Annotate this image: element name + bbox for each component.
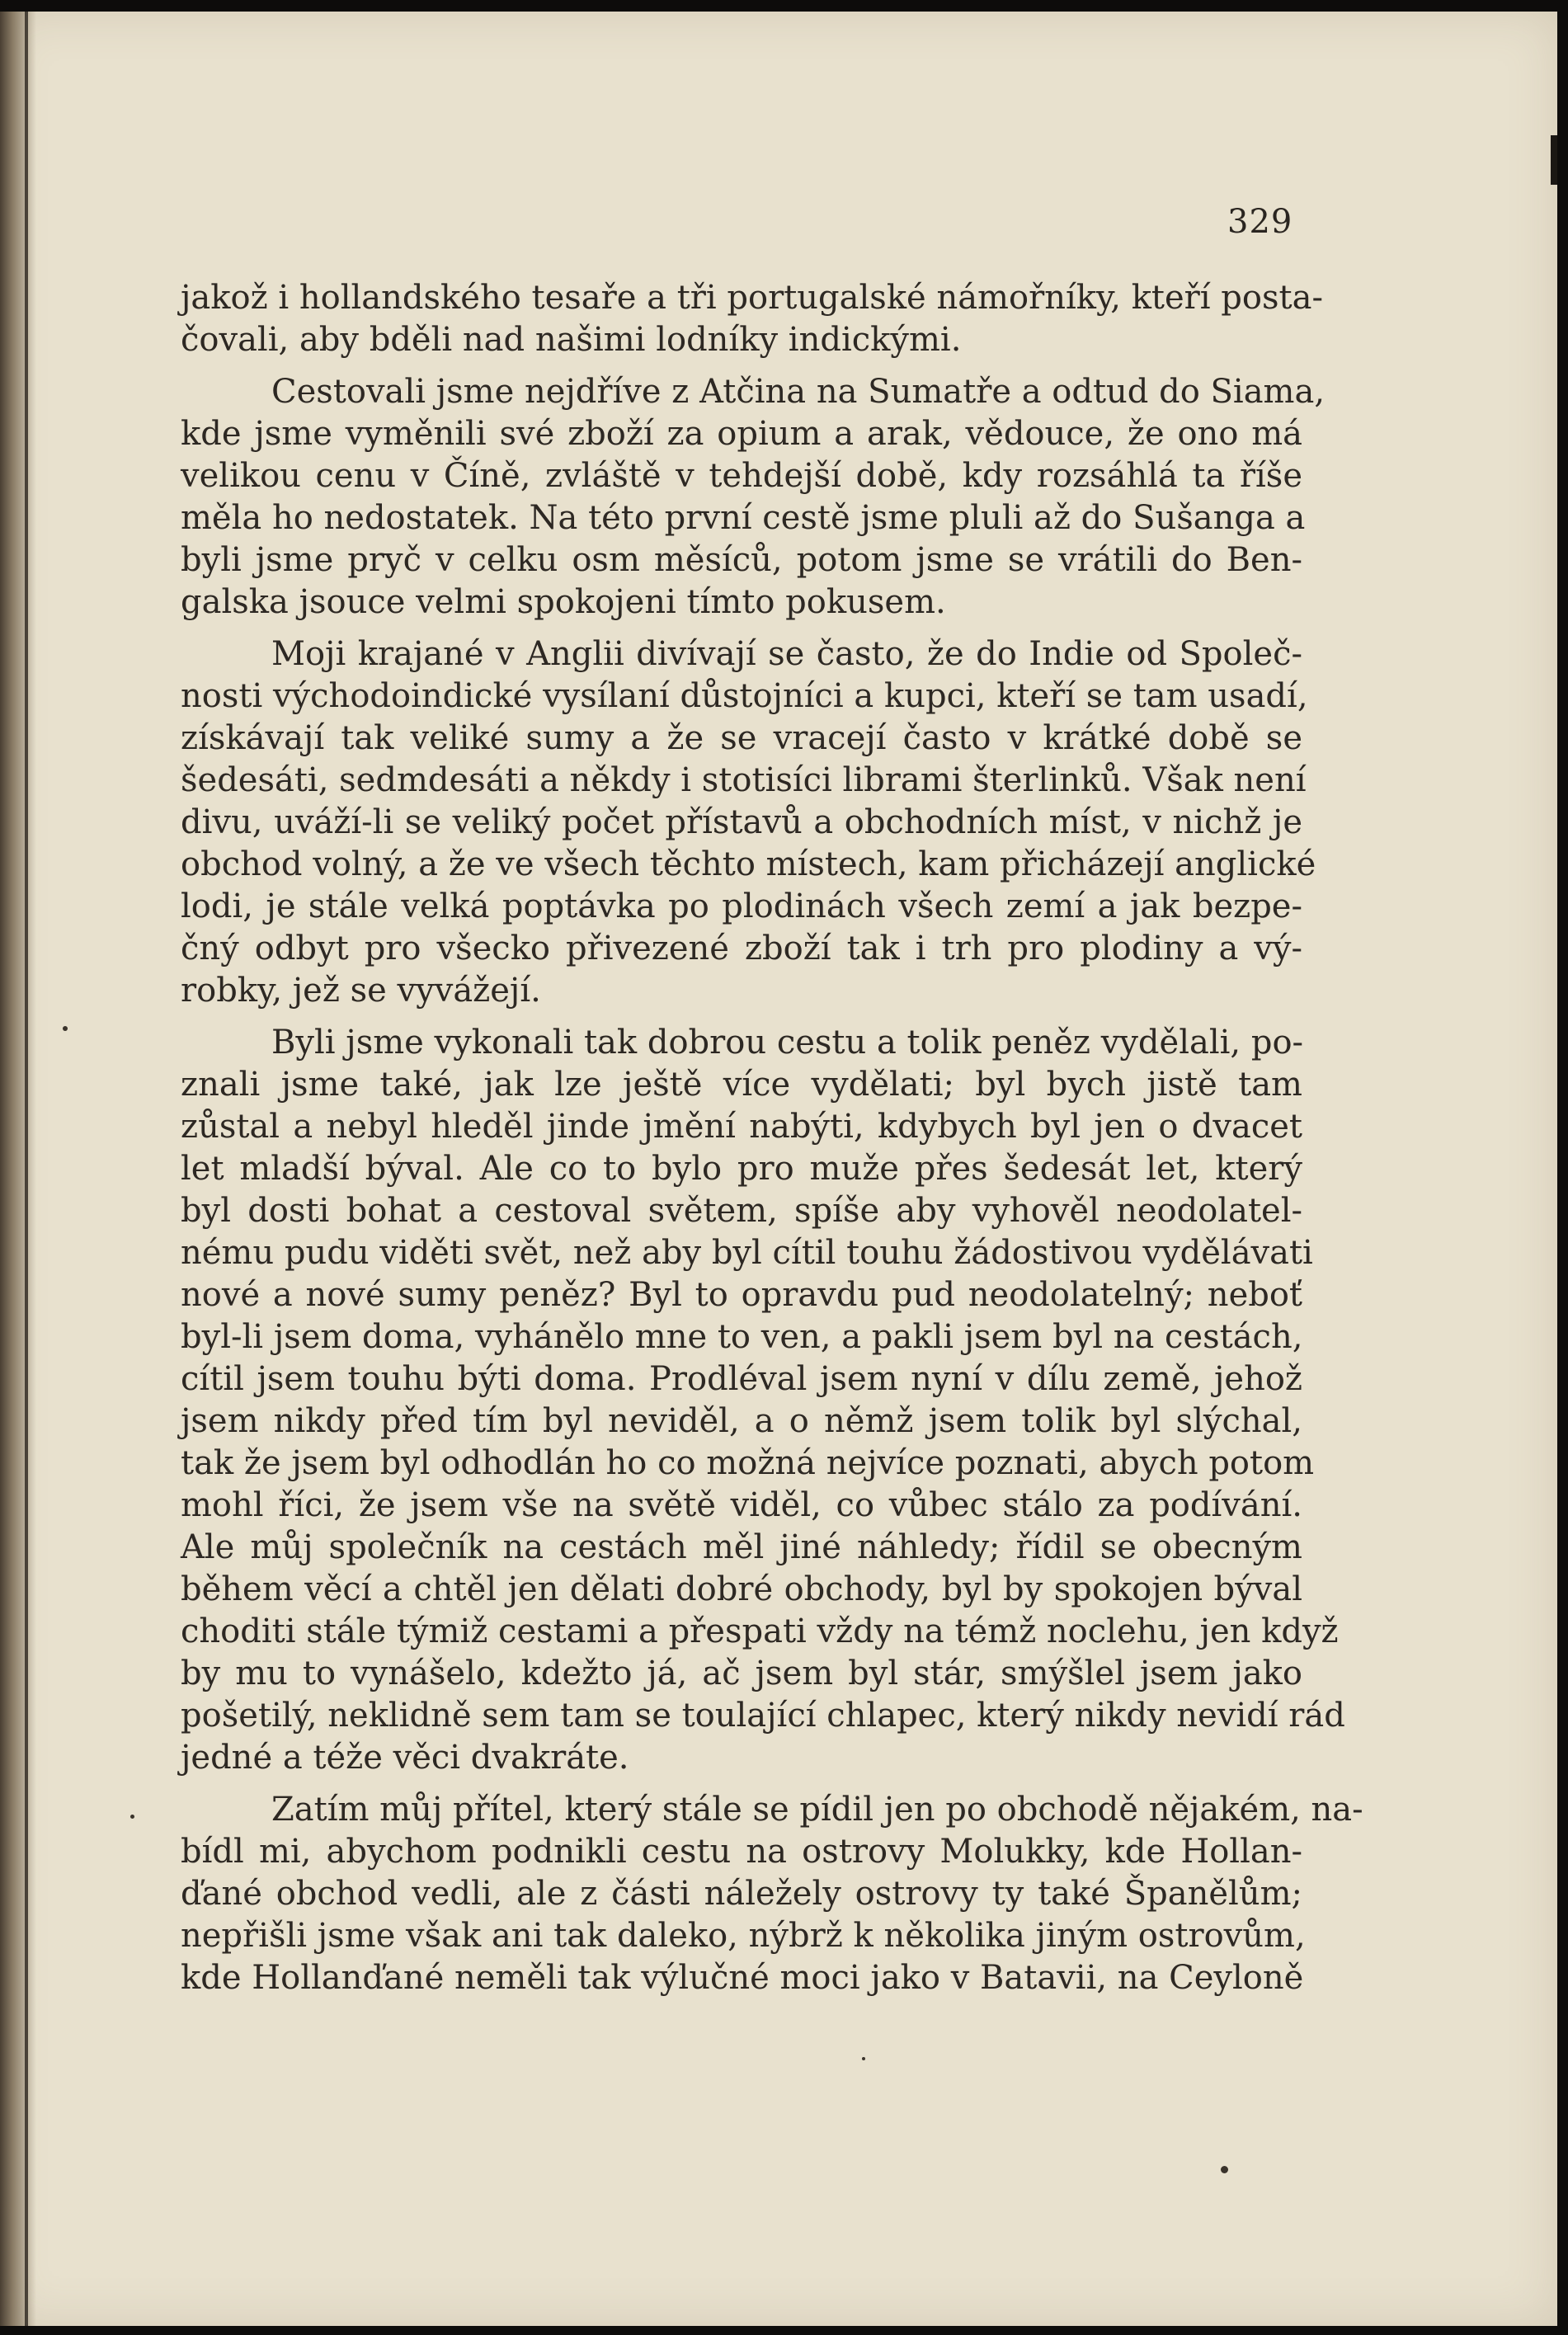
paragraph — [181, 633, 1316, 1012]
text-line: bídl mi, abychom podnikli cestu na ostrovy Molukky, kde Hollan- — [181, 1833, 1302, 1871]
text-line: jakož i hollandského tesaře a tři portugalské námořníky, kteří posta- — [181, 279, 1323, 317]
text-line: byl dosti bohat a cestoval světem, spíše aby vyhověl neodolatel- — [181, 1192, 1302, 1230]
print-speck — [1221, 2166, 1228, 2173]
text-line: nepřišli jsme však ani tak daleko, nýbrž k několika jiným ostrovům, — [181, 1917, 1306, 1955]
binding-shadow — [0, 12, 36, 2326]
text-line: velikou cenu v Číně, zvláště v tehdejší době, kdy rozsáhlá ta říše — [181, 457, 1302, 495]
text-line: Moji krajané v Anglii divívají se často, že do Indie od Společ- — [271, 635, 1302, 673]
text-line: cítil jsem touhu býti doma. Prodléval jsem nyní v dílu země, jehož — [181, 1360, 1302, 1398]
text-line: byl-li jsem doma, vyhánělo mne to ven, a pakli jsem byl na cestách, — [181, 1318, 1303, 1356]
text-line: choditi stále týmiž cestami a přespati vždy na témž noclehu, jen když — [181, 1612, 1339, 1650]
text-line: Byli jsme vykonali tak dobrou cestu a tolik peněz vydělali, po- — [271, 1024, 1304, 1062]
text-line: znali jsme také, jak lze ještě více vydělati; byl bych jistě tam — [181, 1066, 1302, 1104]
text-line: tak že jsem byl odhodlán ho co možná nejvíce poznati, abych potom — [181, 1444, 1315, 1482]
text-line: čovali, aby bděli nad našimi lodníky indickými. — [181, 321, 962, 359]
text-line: jsem nikdy před tím byl neviděl, a o němž jsem tolik byl slýchal, — [181, 1402, 1302, 1440]
book-page — [0, 12, 1557, 2326]
text-line: čný odbyt pro všecko přivezené zboží tak i trh pro plodiny a vý- — [181, 930, 1302, 967]
body-text — [181, 277, 1363, 2009]
text-line: divu, uváží-li se veliký počet přístavů a obchodních míst, v nichž je — [181, 803, 1302, 841]
text-line: nové a nové sumy peněz? Byl to opravdu pud neodolatelný; neboť — [181, 1276, 1302, 1314]
text-line: jedné a téže věci dvakráte. — [181, 1739, 629, 1777]
print-speck — [63, 1026, 68, 1031]
text-line: by mu to vynášelo, kdežto já, ač jsem byl stár, smýšlel jsem jako — [181, 1655, 1302, 1692]
text-line: získávají tak veliké sumy a že se vracejí často v krátké době se — [181, 719, 1302, 757]
paragraph — [181, 371, 1326, 624]
text-line: měla ho nedostatek. Na této první cestě jsme pluli až do Sušanga a — [181, 499, 1306, 537]
paragraph — [181, 277, 1323, 361]
text-line: lodi, je stále velká poptávka po plodinách všech zemí a jak bezpe- — [181, 887, 1302, 925]
paragraph — [181, 1789, 1363, 1999]
text-line: kde Hollanďané neměli tak výlučné moci jako v Batavii, na Ceyloně — [181, 1959, 1304, 1997]
text-line: šedesáti, sedmdesáti a někdy i stotisíci librami šterlinků. Však není — [181, 761, 1307, 799]
text-line: obchod volný, a že ve všech těchto místech, kam přicházejí anglické — [181, 845, 1316, 883]
text-line: mohl říci, že jsem vše na světě viděl, co vůbec stálo za podívání. — [181, 1486, 1302, 1524]
text-line: Zatím můj přítel, který stále se pídil jen po obchodě nějakém, na- — [271, 1791, 1363, 1829]
text-line: nosti východoindické vysílaní důstojníci a kupci, kteří se tam usadí, — [181, 677, 1308, 715]
text-line: kde jsme vyměnili své zboží za opium a arak, vědouce, že ono má — [181, 415, 1302, 453]
paragraph — [181, 1022, 1345, 1779]
text-line: během věcí a chtěl jen dělati dobré obchody, byl by spokojen býval — [181, 1570, 1302, 1608]
text-line: galska jsouce velmi spokojeni tímto pokusem. — [181, 583, 946, 621]
page-edge-mark — [1551, 135, 1557, 185]
text-line: zůstal a nebyl hleděl jinde jmění nabýti, kdybych byl jen o dvacet — [181, 1108, 1302, 1146]
text-line: Ale můj společník na cestách měl jiné náhledy; řídil se obecným — [181, 1528, 1302, 1566]
text-line: robky, jež se vyvážejí. — [181, 972, 541, 1010]
text-line: ďané obchod vedli, ale z části náležely ostrovy ty také Španělům; — [181, 1875, 1302, 1913]
text-line: Cestovali jsme nejdříve z Atčina na Sumatře a odtud do Siama, — [271, 373, 1326, 411]
text-line: nému pudu viděti svět, než aby byl cítil touhu žádostivou vydělávati — [181, 1234, 1313, 1272]
print-speck — [130, 1815, 134, 1819]
text-line: pošetilý, neklidně sem tam se toulající chlapec, který nikdy nevidí rád — [181, 1697, 1345, 1735]
print-speck — [862, 2057, 865, 2060]
page-number: 329 — [1227, 203, 1293, 241]
text-line: byli jsme pryč v celku osm měsíců, potom jsme se vrátili do Ben- — [181, 541, 1302, 579]
text-line: let mladší býval. Ale co to bylo pro muže přes šedesát let, který — [181, 1150, 1302, 1188]
binding-edge — [25, 12, 28, 2326]
